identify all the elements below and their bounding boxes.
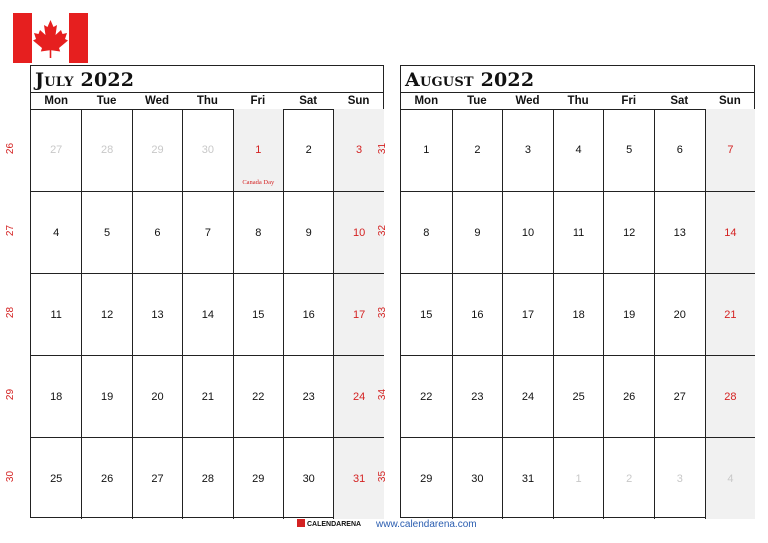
day-number: 8 xyxy=(423,226,430,239)
day-number: 3 xyxy=(676,472,683,485)
day-cell[interactable] xyxy=(132,273,182,355)
day-cell[interactable] xyxy=(603,191,654,273)
day-number: 7 xyxy=(727,144,734,156)
day-number: 25 xyxy=(572,390,585,403)
day-cell[interactable] xyxy=(283,273,333,355)
day-cell[interactable] xyxy=(401,355,452,437)
day-number: 14 xyxy=(201,308,214,321)
weekday-header: Thu xyxy=(196,95,218,107)
day-cell[interactable] xyxy=(502,191,553,273)
day-number: 6 xyxy=(676,144,683,156)
day-number: 20 xyxy=(151,390,164,403)
day-number: 27 xyxy=(50,144,63,156)
day-cell[interactable] xyxy=(233,109,283,191)
week-number-label: 28 xyxy=(5,306,17,319)
day-number: 8 xyxy=(255,226,262,239)
week-number xyxy=(4,225,18,236)
day-cell[interactable] xyxy=(233,437,283,519)
week-number xyxy=(4,389,18,400)
day-number: 16 xyxy=(302,308,315,321)
day-cell[interactable] xyxy=(502,437,553,519)
august-calendar xyxy=(377,65,755,518)
day-cell[interactable] xyxy=(553,273,604,355)
day-cell[interactable] xyxy=(603,355,654,437)
day-number: 30 xyxy=(201,144,214,156)
day-cell[interactable] xyxy=(705,191,756,273)
day-number: 24 xyxy=(521,390,535,403)
day-cell[interactable] xyxy=(283,437,333,519)
day-number: 12 xyxy=(100,308,114,321)
week-number-label: 26 xyxy=(5,142,17,155)
day-number: 3 xyxy=(524,144,532,156)
day-number: 30 xyxy=(302,472,315,485)
day-number: 31 xyxy=(352,472,366,485)
weekday-header: Fri xyxy=(621,95,637,107)
day-number: 4 xyxy=(53,226,60,239)
weekday-header: Sat xyxy=(670,95,689,107)
day-number: 29 xyxy=(420,472,433,485)
day-number: 2 xyxy=(474,144,481,156)
week-number-label: 32 xyxy=(377,224,389,237)
day-number: 11 xyxy=(572,226,585,239)
day-number: 12 xyxy=(623,226,636,239)
day-number: 9 xyxy=(474,226,481,239)
day-cell[interactable] xyxy=(502,109,553,191)
day-cell[interactable] xyxy=(81,109,131,191)
day-cell[interactable] xyxy=(283,191,333,273)
day-cell[interactable] xyxy=(654,109,705,191)
week-number xyxy=(376,225,390,236)
weekday-header: Mon xyxy=(414,95,439,107)
day-number: 23 xyxy=(471,390,484,403)
day-number: 10 xyxy=(352,226,366,239)
week-number-label: 27 xyxy=(5,224,17,237)
brand-logo[interactable] xyxy=(297,519,361,531)
day-number: 26 xyxy=(100,472,114,485)
day-cell[interactable] xyxy=(132,109,182,191)
day-number: 28 xyxy=(201,472,214,485)
day-cell[interactable] xyxy=(603,109,654,191)
day-cell[interactable] xyxy=(31,191,81,273)
day-number: 18 xyxy=(50,390,63,403)
day-number: 19 xyxy=(100,390,114,403)
day-number: 4 xyxy=(727,472,734,485)
day-cell[interactable] xyxy=(182,437,232,519)
day-number: 31 xyxy=(521,472,535,485)
day-number: 3 xyxy=(356,144,363,156)
day-number: 30 xyxy=(471,472,484,485)
day-number: 2 xyxy=(626,472,633,485)
week-number xyxy=(4,471,18,482)
day-number: 13 xyxy=(151,308,164,321)
month-title: July 2022 xyxy=(35,69,135,91)
weekday-header: Tue xyxy=(96,95,117,107)
day-number: 23 xyxy=(302,390,315,403)
day-number: 2 xyxy=(305,144,312,156)
day-number: 29 xyxy=(151,144,164,156)
day-cell[interactable] xyxy=(705,109,756,191)
day-number: 14 xyxy=(724,226,737,239)
weekday-header: Tue xyxy=(467,95,487,107)
day-cell[interactable] xyxy=(502,355,553,437)
week-number xyxy=(376,143,390,154)
week-number-label: 35 xyxy=(377,470,389,483)
canada-flag-icon xyxy=(13,13,88,63)
day-cell[interactable] xyxy=(553,191,604,273)
day-number: 1 xyxy=(255,144,262,156)
day-cell[interactable] xyxy=(81,191,131,273)
day-cell[interactable] xyxy=(502,273,553,355)
day-cell[interactable] xyxy=(553,109,604,191)
day-number: 17 xyxy=(352,308,366,321)
weekday-header: Fri xyxy=(250,95,266,107)
day-number: 9 xyxy=(305,226,312,239)
day-number: 18 xyxy=(572,308,585,321)
day-cell[interactable] xyxy=(233,191,283,273)
day-number: 1 xyxy=(423,144,430,156)
day-number: 22 xyxy=(252,390,265,403)
day-number: 7 xyxy=(204,226,211,239)
day-cell[interactable] xyxy=(553,355,604,437)
website-link[interactable]: www.calendarena.com xyxy=(376,519,477,530)
day-number: 21 xyxy=(724,308,737,321)
day-cell[interactable] xyxy=(233,355,283,437)
day-cell[interactable] xyxy=(132,191,182,273)
day-cell[interactable] xyxy=(452,109,503,191)
week-number xyxy=(376,389,390,400)
day-number: 11 xyxy=(50,308,62,321)
day-cell[interactable] xyxy=(654,191,705,273)
day-number: 25 xyxy=(50,472,63,485)
weekday-header: Thu xyxy=(567,95,589,107)
day-cell[interactable] xyxy=(452,191,503,273)
day-cell[interactable] xyxy=(182,109,232,191)
week-number xyxy=(376,307,390,318)
day-cell[interactable] xyxy=(603,437,654,519)
day-number: 24 xyxy=(352,390,366,403)
day-number: 17 xyxy=(521,308,535,321)
day-cell[interactable] xyxy=(283,355,333,437)
day-cell[interactable] xyxy=(654,437,705,519)
day-cell[interactable] xyxy=(31,273,81,355)
day-cell[interactable] xyxy=(31,109,81,191)
day-cell[interactable] xyxy=(182,191,232,273)
day-cell[interactable] xyxy=(705,273,756,355)
day-number: 28 xyxy=(724,390,737,403)
weekday-header: Sun xyxy=(719,95,741,107)
day-cell[interactable] xyxy=(81,437,131,519)
day-number: 5 xyxy=(104,226,111,239)
day-cell[interactable] xyxy=(654,273,705,355)
weekday-header: Sat xyxy=(299,95,318,107)
day-cell[interactable] xyxy=(182,355,232,437)
weekday-header: Sun xyxy=(347,95,370,107)
day-cell[interactable] xyxy=(31,355,81,437)
day-number: 15 xyxy=(252,308,265,321)
day-number: 6 xyxy=(154,226,161,239)
week-number-label: 34 xyxy=(377,388,389,401)
weekday-header: Mon xyxy=(44,95,69,107)
day-number: 13 xyxy=(673,226,686,239)
day-cell[interactable] xyxy=(705,355,756,437)
day-number: 26 xyxy=(623,390,636,403)
weekday-header: Wed xyxy=(144,95,170,107)
day-number: 4 xyxy=(575,144,582,156)
week-number-label: 30 xyxy=(5,470,17,483)
day-cell[interactable] xyxy=(132,437,182,519)
day-number: 21 xyxy=(201,390,214,403)
day-cell[interactable] xyxy=(31,437,81,519)
day-cell[interactable] xyxy=(283,109,333,191)
day-number: 27 xyxy=(673,390,686,403)
day-cell[interactable] xyxy=(553,437,604,519)
day-cell[interactable] xyxy=(452,437,503,519)
day-cell[interactable] xyxy=(81,355,131,437)
day-number: 19 xyxy=(623,308,636,321)
day-cell[interactable] xyxy=(401,437,452,519)
day-cell[interactable] xyxy=(401,273,452,355)
day-cell[interactable] xyxy=(401,191,452,273)
holiday-label: Canada Day xyxy=(242,179,275,186)
day-cell[interactable] xyxy=(81,273,131,355)
day-cell[interactable] xyxy=(452,273,503,355)
week-number-label: 33 xyxy=(377,306,389,319)
week-number-label: 29 xyxy=(5,388,17,401)
day-number: 27 xyxy=(151,472,164,485)
july-calendar xyxy=(5,65,384,518)
month-title: August 2022 xyxy=(405,69,535,91)
week-number xyxy=(4,307,18,318)
day-cell[interactable] xyxy=(603,273,654,355)
day-cell[interactable] xyxy=(452,355,503,437)
day-cell[interactable] xyxy=(705,437,756,519)
day-cell[interactable] xyxy=(233,273,283,355)
day-number: 28 xyxy=(100,144,114,156)
calendar-icon xyxy=(297,519,305,527)
day-number: 22 xyxy=(420,390,433,403)
week-number xyxy=(376,471,390,482)
weekday-header: Wed xyxy=(515,95,540,107)
day-cell[interactable] xyxy=(401,109,452,191)
day-number: 10 xyxy=(521,226,535,239)
day-cell[interactable] xyxy=(182,273,232,355)
week-number-label: 31 xyxy=(377,142,389,155)
day-number: 15 xyxy=(420,308,433,321)
day-number: 20 xyxy=(673,308,686,321)
day-number: 16 xyxy=(471,308,484,321)
day-number: 29 xyxy=(252,472,265,485)
week-number xyxy=(4,143,18,154)
day-number: 1 xyxy=(575,472,582,485)
day-cell[interactable] xyxy=(654,355,705,437)
day-number: 5 xyxy=(626,144,633,156)
day-cell[interactable] xyxy=(132,355,182,437)
brand-name: CALENDARENA xyxy=(307,521,362,528)
